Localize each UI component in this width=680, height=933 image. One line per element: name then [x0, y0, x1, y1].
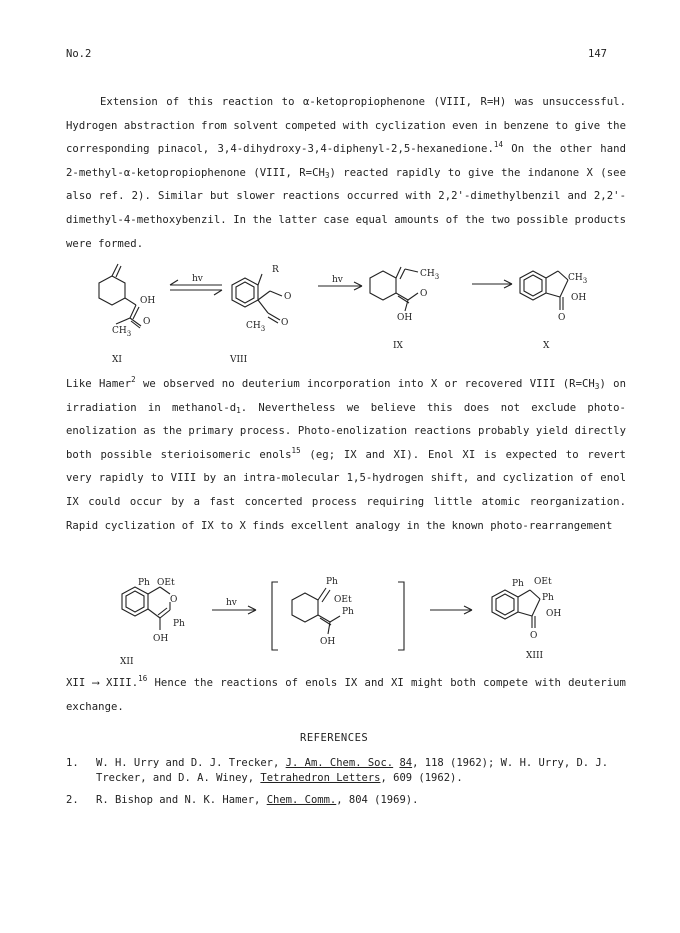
para2-text-1: Like Hamer [66, 378, 132, 390]
compound-label-xi: XI [112, 355, 122, 365]
oet-label: OEt [157, 578, 175, 588]
o-label: O [530, 631, 538, 641]
citation-2: 2 [131, 375, 136, 384]
structure-viii [232, 274, 282, 323]
paragraph-3 [66, 672, 626, 719]
para2-text-3: ) on irradiation in methanol-d [66, 378, 627, 414]
o-label: O [170, 595, 178, 605]
paragraph-2 [66, 373, 626, 538]
bracket-left [272, 582, 278, 650]
structure-xii [122, 587, 170, 630]
oh-label: OH [546, 609, 562, 619]
hv-label-1: hv [192, 274, 203, 284]
para1-text-3: ) reacted rapidly to give the indanone X (see also ref. 2). Similar but slower reactions occurred with 2,2'-dimethylbenzil and 2,2'-dimethyl-4-methoxybenzil. In the latter case equal amounts of the two possible products were formed. [66, 166, 626, 250]
ph-label: Ph [512, 579, 524, 589]
o-label: O [281, 318, 289, 328]
reference-body: R. Bishop and N. K. Hamer, Chem. Comm., 804 (1969). [96, 794, 419, 806]
ph-label: Ph [342, 607, 354, 617]
compound-label-viii: VIII [230, 355, 248, 365]
o-label: O [558, 313, 566, 323]
ph-label: Ph [326, 577, 338, 587]
structure-x [520, 271, 568, 310]
compound-label-ix: IX [393, 341, 403, 351]
para2-text-5: (eg; IX and XI). Enol XI is expected to revert very rapidly to VIII by an intra-molecular 1,5-hydrogen shift, and cyclization of enol IX could occur by a fast concerted process requiring little atomic reorganization. Rapid cyclization of IX to X finds excellent analogy in the known photo-rearrangement [66, 448, 626, 532]
journal-name: J. Am. Chem. Soc. [285, 757, 394, 769]
oet-label: OEt [534, 577, 552, 587]
r-label: R [272, 265, 279, 275]
subscript: 1 [236, 405, 241, 415]
structure-xi [99, 264, 141, 328]
structure-intermediate [292, 588, 340, 634]
o-label: O [284, 292, 292, 302]
reference-1 [66, 756, 626, 788]
oh-label: OH [397, 313, 413, 323]
journal-name: Tetrahedron Letters [260, 772, 381, 784]
paragraph-1 [66, 91, 626, 256]
compound-label-xii: XII [120, 657, 134, 667]
hv-label-2: hv [332, 275, 343, 285]
oh-label: OH [153, 634, 169, 644]
subscript: 3 [324, 170, 330, 180]
oet-label: OEt [334, 595, 352, 605]
o-label: O [143, 317, 151, 327]
structure-ix [370, 267, 418, 311]
reference-2 [66, 793, 626, 809]
reference-number: 1. [66, 757, 79, 769]
citation-16: 16 [138, 674, 148, 683]
ph-label: Ph [173, 619, 185, 629]
para3-text-1: XII [66, 677, 93, 689]
volume: 84 [399, 757, 413, 769]
compound-label-x: X [543, 341, 550, 351]
references-heading: REFERENCES [300, 732, 369, 744]
oh-label: OH [320, 637, 336, 647]
ch3-label: $CH_3$ [246, 321, 266, 333]
structure-xiii [492, 590, 540, 628]
reference-body: W. H. Urry and D. J. Trecker, J. Am. Chem. Soc. 84, 118 (1962); W. H. Urry, D. J. Trecker, and D. A. Winey, Tetrahedron Letters, 609 (1962). [96, 757, 609, 784]
page-number: 147 [588, 48, 607, 60]
para3-text-2: XIII. [98, 677, 139, 689]
citation-14: 14 [493, 140, 504, 150]
ch3-label: $CH_3$ [112, 326, 132, 338]
oh-label: OH [571, 293, 587, 303]
compound-label-xiii: XIII [526, 651, 544, 661]
ph-label: Ph [542, 593, 554, 603]
bracket-right [398, 582, 404, 650]
o-label: O [420, 289, 428, 299]
para1-text-1: Extension of this reaction to α-ketopropiophenone (VIII, R=H) was unsuccessful. Hydrogen abstraction from solvent competed with cyclization even in benzene to give the corresponding pinacol, 3,4-dihydroxy-3,4-diphenyl-2,5-hexanedione. [66, 96, 626, 156]
arrow-glyph: ⟶ [92, 677, 99, 689]
para2-text-2: we observed no deuterium incorporation into X or recovered VIII (R=CH [135, 378, 595, 390]
journal-issue: No.2 [66, 48, 92, 60]
reference-number: 2. [66, 794, 79, 806]
ch3-label: $CH_3$ [568, 273, 588, 285]
reaction-scheme-1 [0, 258, 680, 368]
hv-label-3: hv [226, 598, 237, 608]
citation-15: 15 [291, 445, 301, 455]
para1-text-2: On the other hand 2-methyl-α-ketopropiophenone (VIII, R=CH [66, 143, 626, 179]
journal-name: Chem. Comm. [266, 794, 337, 806]
reaction-scheme-2 [0, 572, 680, 672]
subscript: 3 [594, 382, 600, 391]
ph-label: Ph [138, 578, 150, 588]
ch3-label: $CH_3$ [420, 269, 440, 281]
para2-text-4: . Nevertheless we believe this does not exclude photo-enolization as the primary process. Photo-enolization reactions probably yield directly both possible sterioisomeric enols [66, 401, 626, 461]
para3-text-3: Hence the reactions of enols IX and XI might both compete with deuterium exchange. [66, 677, 626, 713]
oh-label: OH [140, 296, 156, 306]
